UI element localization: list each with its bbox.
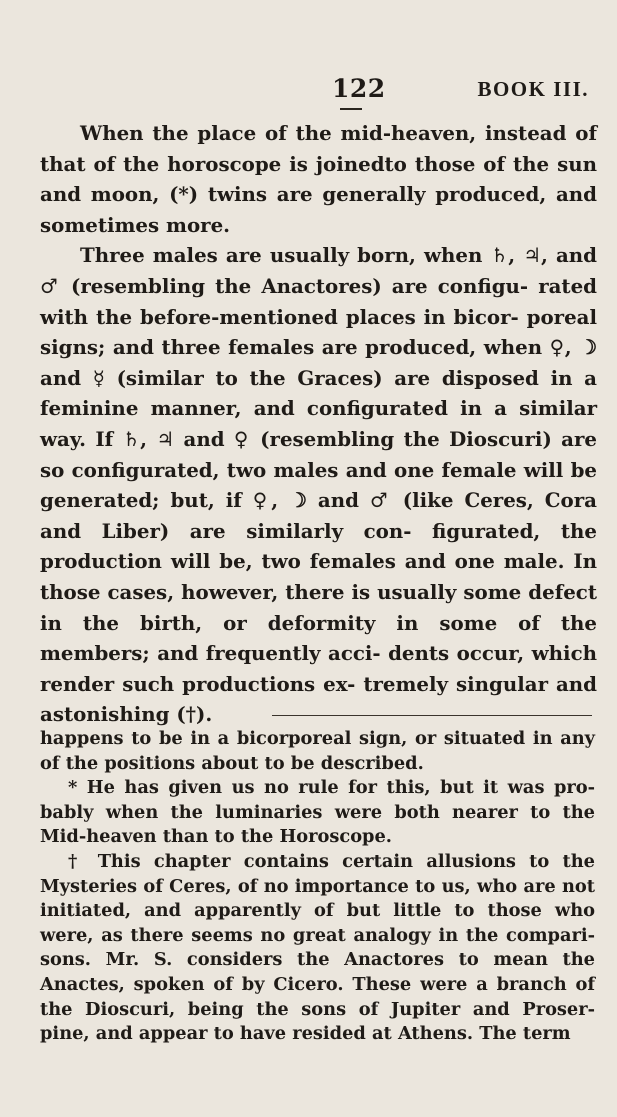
page-number: 122 xyxy=(332,74,386,103)
footnote: * He has given us no rule for this, but it was pro- bably when the luminaries were both nearer to the Mid-heaven than to the Horoscope. xyxy=(40,777,595,848)
footnote-continuation: happens to be in a bicorporeal sign, or situated in any of the positions about to be described. xyxy=(40,728,595,774)
paragraph: Three males are usually born, when ♄, ♃, and ♂ (resembling the Anactores) are configu- rated with the before-mentioned places in bicor- poreal signs; and three females are produced, when ♀, ☽ and ☿ (similar to the Graces) are disposed in a feminine manner, and configurated in a similar way. If ♄, ♃ and ♀ (resembling the Dioscuri) are so configurated, two males and one female will be generated; but, if ♀, ☽ and ♂ (like Ceres, Cora and Liber) are similarly con- figurated, the production will be, two females and one male. In those cases, however, there is usually some defect in the birth, or deformity in some of the members; and frequently acci- dents occur, which render such productions ex- tremely singular and astonishing (†). xyxy=(40,243,597,727)
page-number-underline xyxy=(340,108,362,110)
main-text xyxy=(40,118,597,730)
running-head: BOOK III. xyxy=(477,77,589,101)
paragraph: When the place of the mid-heaven, instead of that of the horoscope is joinedto those of the sun and moon, (*) twins are generally produced, and sometimes more. xyxy=(40,121,597,237)
page-header xyxy=(40,74,597,104)
footnotes xyxy=(40,727,595,1047)
footnote: † This chapter contains certain allusions to the Mysteries of Ceres, of no importance to us, who are not initiated, and apparently of but little to those who were, as there seems no great analogy in the compari- sons. Mr. S. considers the Anactores to mean the Anactes, spoken of by Cicero. These were a branch of the Dioscuri, being the sons of Jupiter and Proser- pine, and appear to have resided at Athens. The term xyxy=(40,850,595,1045)
footnote-divider xyxy=(272,715,592,716)
